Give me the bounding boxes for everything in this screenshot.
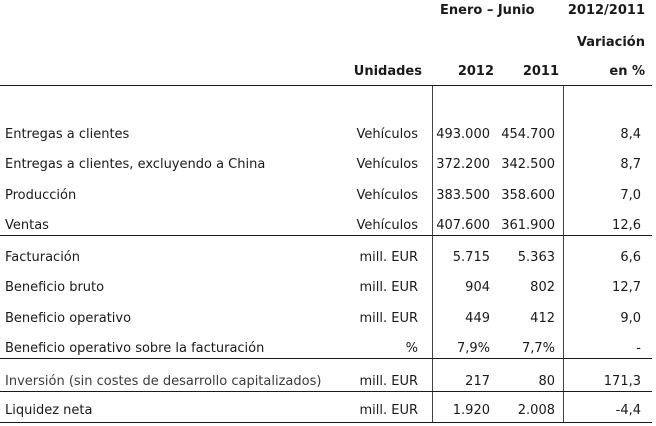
row-change: 12,7 — [612, 280, 641, 295]
row-unit: mill. EUR — [359, 374, 418, 389]
row-change: 8,7 — [620, 157, 641, 172]
change-header-line2: en % — [609, 64, 645, 79]
row-label: Facturación — [5, 250, 80, 265]
row-value-2011: 361.900 — [501, 218, 555, 233]
row-change: - — [636, 341, 641, 356]
year-2012-header: 2012 — [457, 64, 494, 79]
change-header-line1: Variación — [576, 35, 645, 50]
row-label: Liquidez neta — [5, 403, 93, 418]
row-value-2011: 412 — [530, 311, 555, 326]
table-row — [0, 366, 652, 394]
row-value-2012: 383.500 — [436, 188, 490, 203]
row-change: 171,3 — [603, 374, 641, 389]
table-row — [0, 333, 652, 361]
row-label: Inversión (sin costes de desarrollo capitalizados) — [5, 374, 322, 389]
section-divider — [0, 235, 652, 236]
row-value-2011: 7,7% — [521, 341, 555, 356]
row-unit: Vehículos — [356, 218, 418, 233]
row-value-2011: 2.008 — [517, 403, 555, 418]
row-value-2012: 449 — [465, 311, 490, 326]
row-label: Producción — [5, 188, 77, 203]
row-unit: % — [405, 341, 418, 356]
row-label: Beneficio bruto — [5, 280, 105, 295]
row-change: 8,4 — [620, 127, 641, 142]
row-value-2012: 7,9% — [456, 341, 490, 356]
row-unit: mill. EUR — [359, 280, 418, 295]
units-header: Unidades — [353, 64, 422, 79]
header-divider — [0, 85, 652, 86]
row-unit: Vehículos — [356, 157, 418, 172]
row-value-2012: 217 — [465, 374, 490, 389]
row-value-2012: 493.000 — [436, 127, 490, 142]
row-value-2012: 5.715 — [452, 250, 490, 265]
table-row — [0, 303, 652, 331]
row-unit: mill. EUR — [359, 250, 418, 265]
row-value-2012: 904 — [465, 280, 490, 295]
row-change: 6,6 — [620, 250, 641, 265]
year-2011-header: 2011 — [522, 64, 559, 79]
row-label: Beneficio operativo sobre la facturación — [5, 341, 265, 356]
row-unit: mill. EUR — [359, 311, 418, 326]
row-change: 9,0 — [620, 311, 641, 326]
row-label: Ventas — [5, 218, 49, 233]
table-row — [0, 395, 652, 423]
row-value-2011: 80 — [538, 374, 555, 389]
table-row — [0, 210, 652, 238]
row-change: -4,4 — [615, 403, 641, 418]
row-change: 12,6 — [612, 218, 641, 233]
row-label: Entregas a clientes, excluyendo a China — [5, 157, 266, 172]
row-unit: Vehículos — [356, 127, 418, 142]
section-divider — [0, 391, 652, 392]
table-row — [0, 180, 652, 208]
row-label: Entregas a clientes — [5, 127, 130, 142]
row-value-2012: 1.920 — [452, 403, 490, 418]
row-value-2011: 342.500 — [501, 157, 555, 172]
row-value-2011: 5.363 — [517, 250, 555, 265]
table-row — [0, 272, 652, 300]
row-unit: mill. EUR — [359, 403, 418, 418]
row-change: 7,0 — [620, 188, 641, 203]
row-value-2011: 454.700 — [501, 127, 555, 142]
row-value-2011: 358.600 — [501, 188, 555, 203]
comparison-header: 2012/2011 — [567, 3, 645, 18]
table-row — [0, 119, 652, 147]
table-row — [0, 242, 652, 270]
row-label: Beneficio operativo — [5, 311, 132, 326]
row-value-2012: 407.600 — [436, 218, 490, 233]
table-bottom-border — [0, 422, 652, 423]
row-value-2012: 372.200 — [436, 157, 490, 172]
row-unit: Vehículos — [356, 188, 418, 203]
table-row — [0, 149, 652, 177]
section-divider — [0, 358, 652, 359]
period-header: Enero – Junio — [440, 3, 535, 18]
row-value-2011: 802 — [530, 280, 555, 295]
